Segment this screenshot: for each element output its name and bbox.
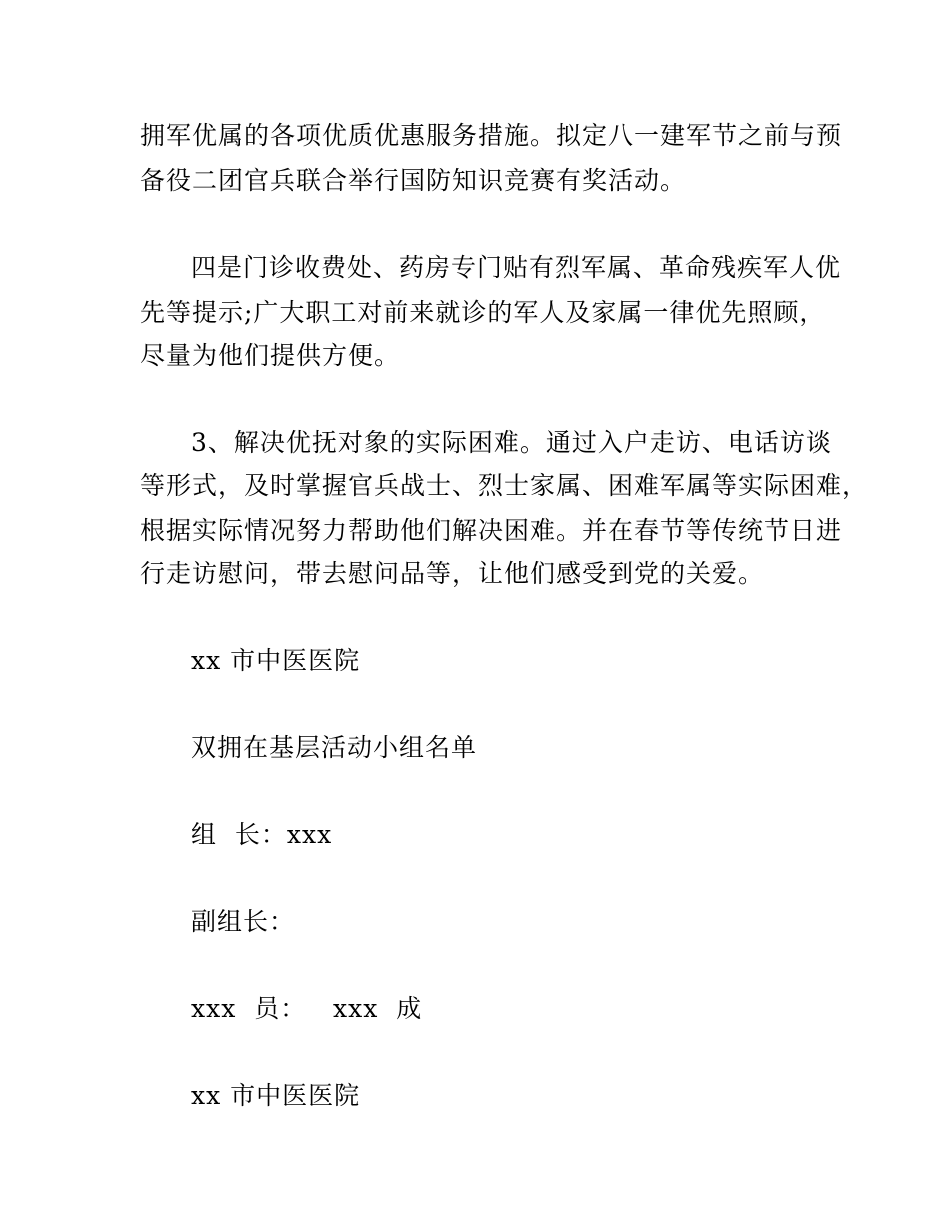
paragraph-2-line-3: 尽量为他们提供方便。 xyxy=(140,341,401,370)
paragraph-1-line-2: 备役二团官兵联合举行国防知识竞赛有奖活动。 xyxy=(140,166,687,195)
group-leader: 组 长：xxx xyxy=(191,820,333,849)
hospital-name-footer: xx 市中医医院 xyxy=(191,1081,361,1110)
hospital-name: xx 市中医医院 xyxy=(191,646,361,675)
paragraph-2-line-1: 四是门诊收费处、药房专门贴有烈军属、革命残疾军人优 xyxy=(191,253,842,282)
paragraph-1-line-1: 拥军优属的各项优质优惠服务措施。拟定八一建军节之前与预 xyxy=(140,121,843,150)
paragraph-3-line-3: 根据实际情况努力帮助他们解决困难。并在春节等传统节日进 xyxy=(140,516,843,545)
deputy-leader: 副组长： xyxy=(191,907,296,936)
members: xxx 员： xxx 成 xyxy=(191,994,423,1023)
paragraph-3-line-2: 等形式，及时掌握官兵战士、烈士家属、困难军属等实际困难， xyxy=(140,471,869,500)
group-list-title: 双拥在基层活动小组名单 xyxy=(191,733,478,762)
paragraph-3-line-1: 3、解决优抚对象的实际困难。通过入户走访、电话访谈 xyxy=(191,428,832,457)
paragraph-3-line-4: 行走访慰问，带去慰问品等，让他们感受到党的关爱。 xyxy=(140,559,765,588)
paragraph-2-line-2: 先等提示;广大职工对前来就诊的军人及家属一律优先照顾， xyxy=(140,298,826,327)
